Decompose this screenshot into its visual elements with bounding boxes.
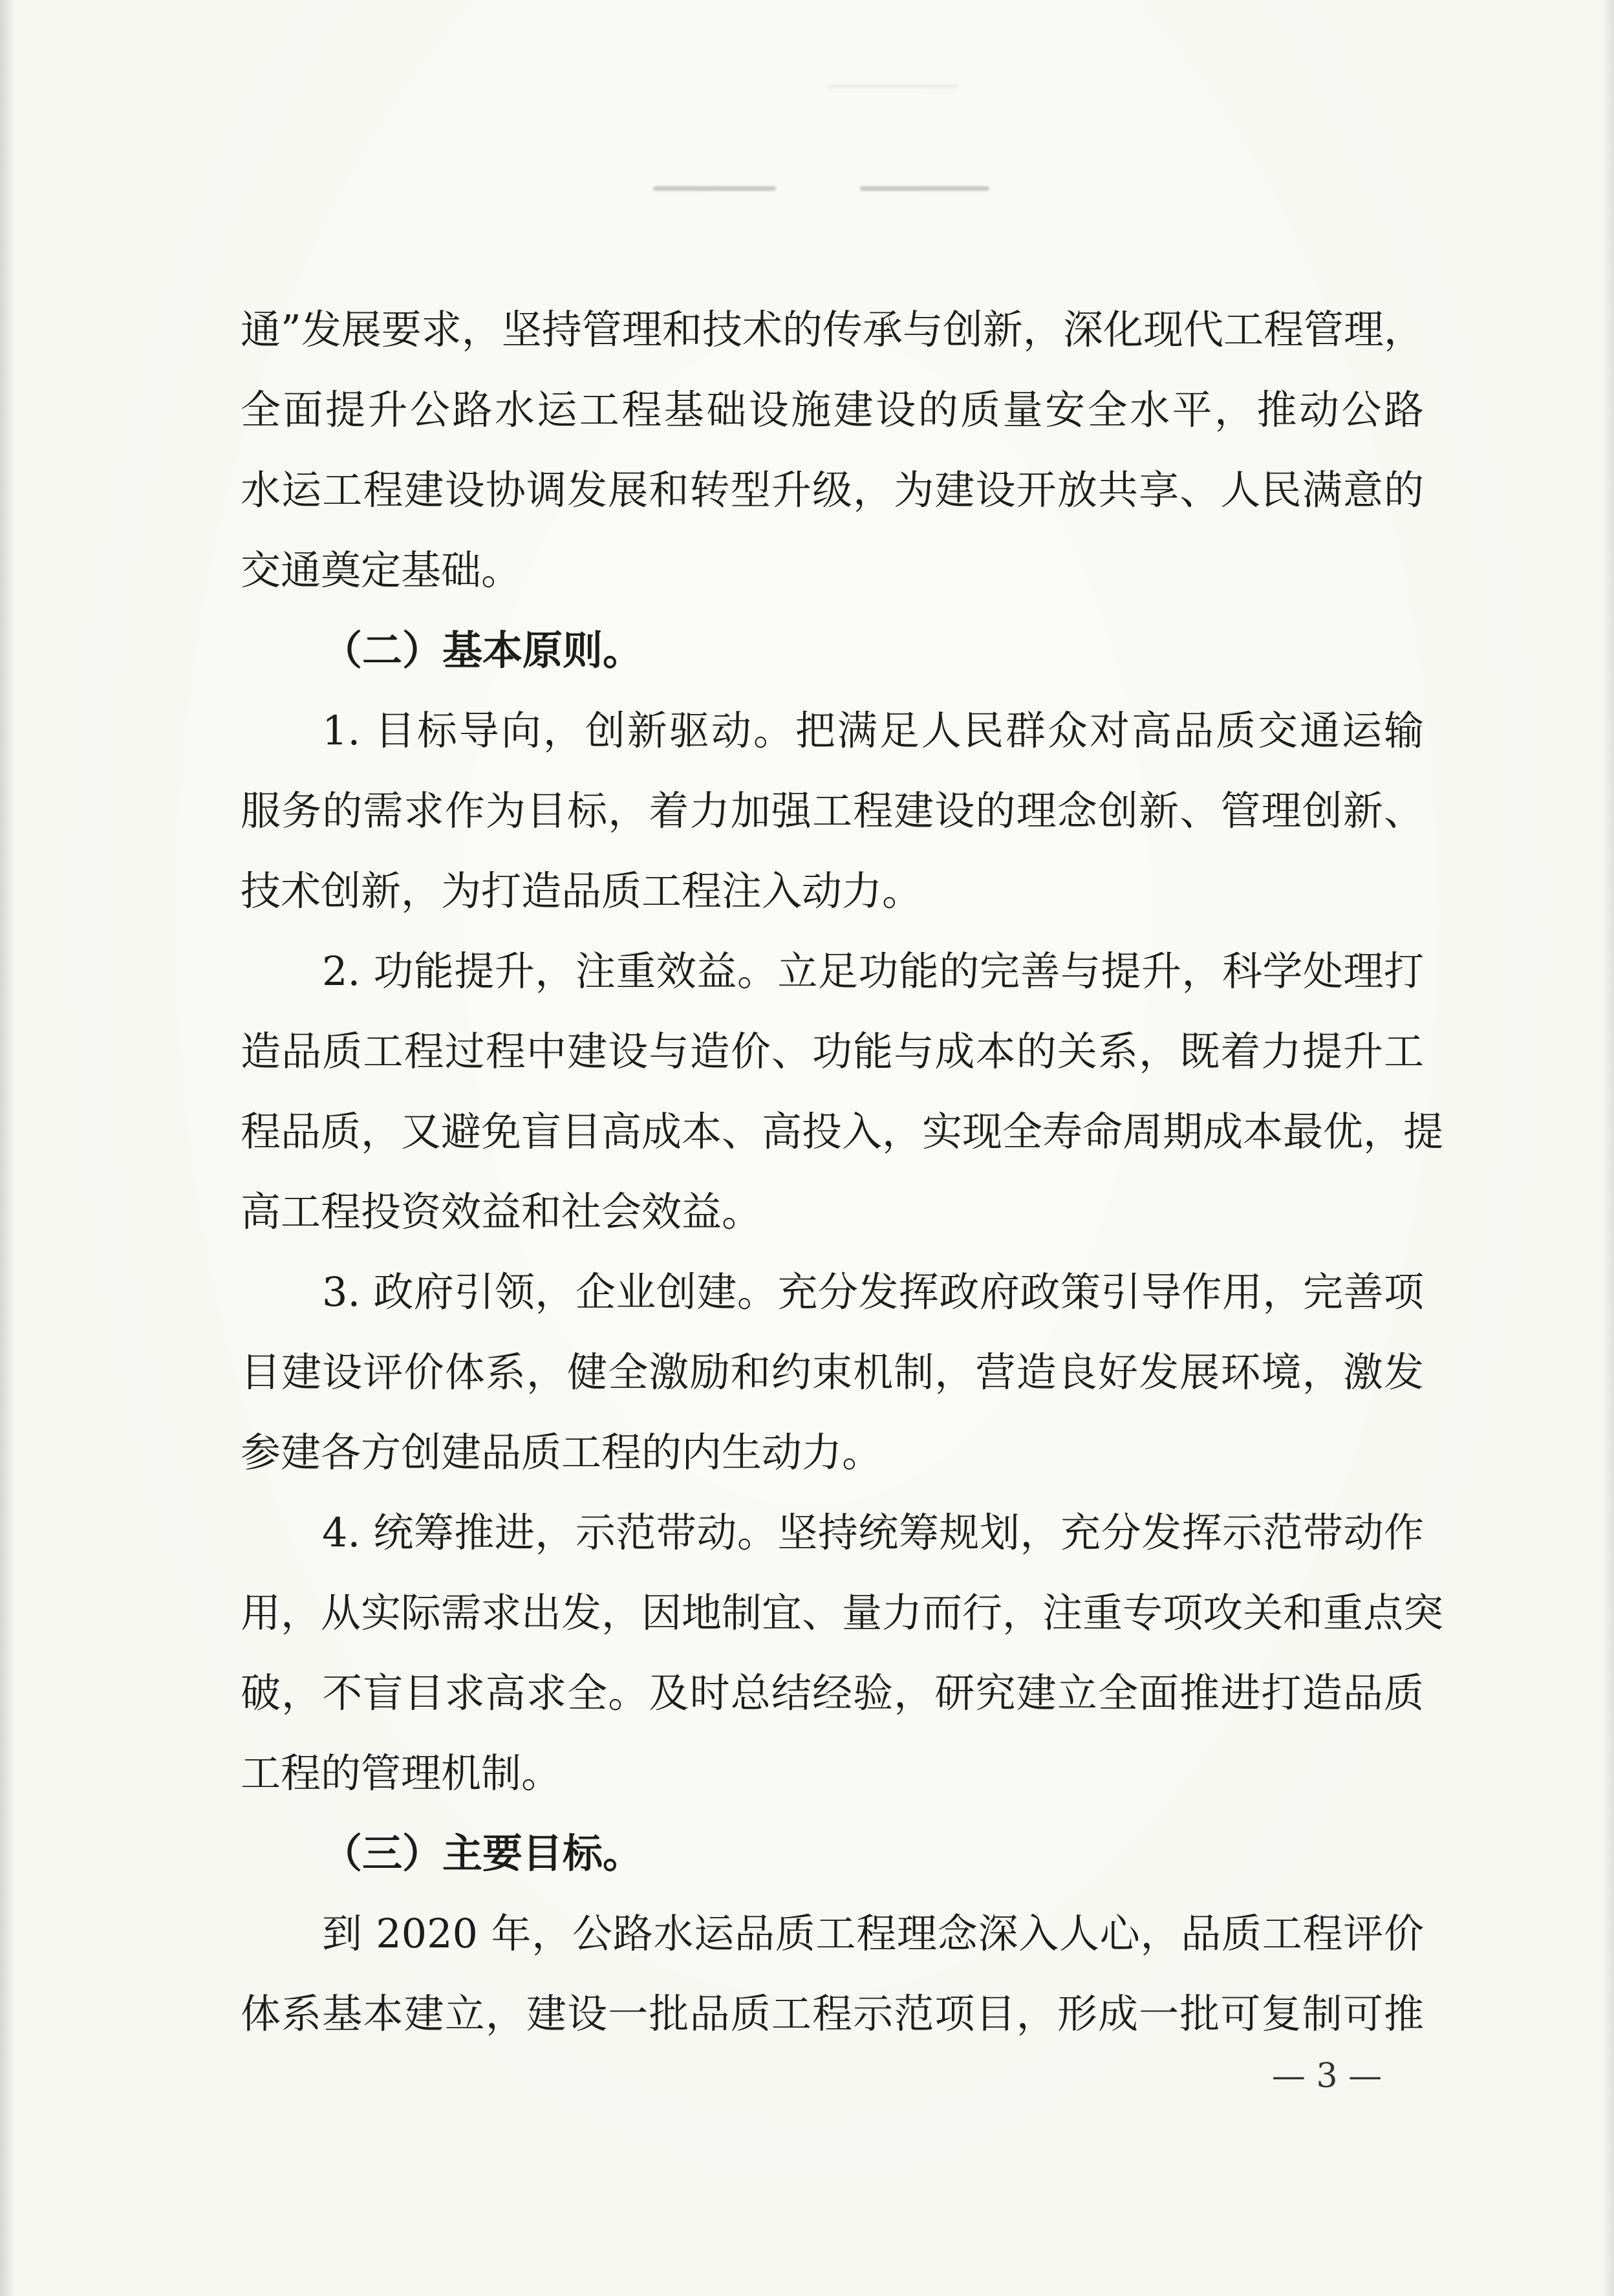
scan-shadow-right: [1602, 0, 1614, 2296]
text-line: 造品质工程过程中建设与造价、功能与成本的关系，既着力提升工: [241, 1028, 1424, 1075]
page-number: — 3 —: [1271, 2057, 1383, 2096]
show-through-mark-top: [828, 85, 957, 88]
text-line: 参建各方创建品质工程的内生动力。: [241, 1429, 883, 1476]
text-line: 1. 目标导向，创新驱动。把满足人民群众对高品质交通运输: [322, 707, 1424, 754]
show-through-mark-right: [860, 186, 989, 191]
text-line: 工程的管理机制。: [241, 1749, 562, 1797]
text-line: 2. 功能提升，注重效益。立足功能的完善与提升，科学处理打: [322, 948, 1424, 995]
text-line: 全面提升公路水运工程基础设施建设的质量安全水平，推动公路: [241, 386, 1424, 433]
text-line: 体系基本建立，建设一批品质工程示范项目，形成一批可复制可推: [241, 1990, 1424, 2037]
text-line: 高工程投资效益和社会效益。: [241, 1188, 762, 1235]
text-line: 4. 统筹推进，示范带动。坚持统筹规划，充分发挥示范带动作: [322, 1509, 1424, 1556]
show-through-mark-left: [653, 186, 776, 191]
text-line: 用，从实际需求出发，因地制宜、量力而行，注重专项攻关和重点突: [241, 1589, 1444, 1636]
text-line: 破，不盲目求高求全。及时总结经验，研究建立全面推进打造品质: [241, 1669, 1424, 1717]
text-line: 服务的需求作为目标，着力加强工程建设的理念创新、管理创新、: [241, 787, 1424, 834]
text-line: 到 2020 年，公路水运品质工程理念深入人心，品质工程评价: [322, 1910, 1424, 1957]
section-heading: （二）基本原则。: [322, 627, 643, 674]
text-line: 通”发展要求，坚持管理和技术的传承与创新，深化现代工程管理，: [241, 306, 1424, 353]
text-line: 程品质，又避免盲目高成本、高投入，实现全寿命周期成本最优，提: [241, 1108, 1444, 1155]
text-line: 技术创新，为打造品质工程注入动力。: [241, 867, 923, 915]
text-line: 目建设评价体系，健全激励和约束机制，营造良好发展环境，激发: [241, 1348, 1424, 1396]
text-line: 水运工程建设协调发展和转型升级，为建设开放共享、人民满意的: [241, 466, 1424, 514]
section-heading: （三）主要目标。: [322, 1830, 643, 1877]
document-body: [241, 290, 1444, 2054]
text-line: 交通奠定基础。: [241, 547, 522, 594]
text-line: 3. 政府引领，企业创建。充分发挥政府政策引导作用，完善项: [322, 1268, 1424, 1316]
scan-shadow-left: [0, 0, 14, 2296]
